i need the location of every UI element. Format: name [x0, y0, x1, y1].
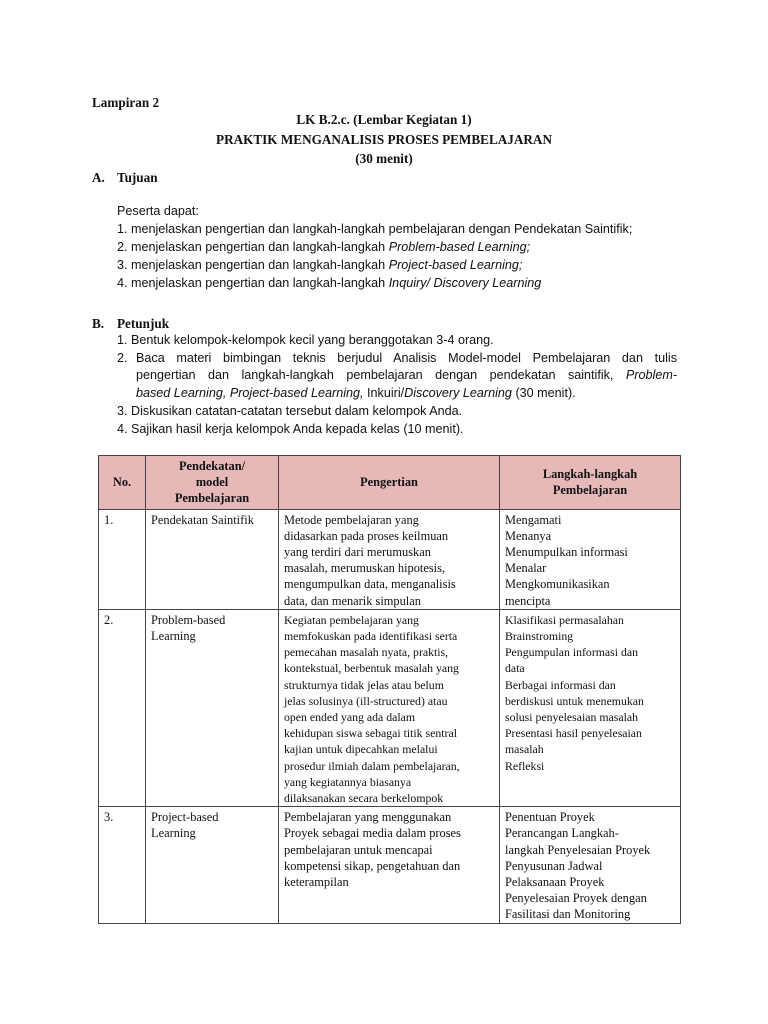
instruction-text: Bentuk kelompok-kelompok kecil yang beranggotakan 3-4 orang. — [131, 333, 494, 347]
cell-pengertian — [279, 609, 500, 806]
cell-line: Proyek sebagai media dalam proses — [284, 826, 461, 841]
table-header-row — [99, 456, 681, 510]
cell-line: Klasifikasi permasalahan — [505, 612, 624, 627]
cell-line: jelas solusinya (ill-structured) atau — [284, 693, 448, 708]
col-header-model-line: Pembelajaran — [174, 491, 250, 506]
cell-line: prosedur ilmiah dalam pembelajaran, — [284, 758, 460, 773]
objective-text: menjelaskan pengertian dan langkah-langkah — [131, 258, 386, 272]
cell-line: Pelaksanaan Proyek — [505, 875, 605, 890]
cell-line: Learning — [151, 629, 196, 644]
objective-num: 2. — [117, 240, 128, 254]
objective-item — [117, 239, 530, 256]
col-header-model — [146, 456, 279, 510]
objective-num: 3. — [117, 258, 128, 272]
cell-langkah — [500, 509, 681, 609]
objective-item — [117, 221, 632, 238]
cell-line: strukturnya tidak jelas atau belum — [284, 677, 444, 692]
cell-line: Metode pembelajaran yang — [284, 512, 419, 527]
section-a-letter: A. — [92, 170, 105, 185]
col-header-model-line: model — [195, 475, 229, 490]
cell-line: Mengkomunikasikan — [505, 577, 610, 592]
cell-line: mencipta — [505, 593, 551, 608]
cell-line: Menumpulkan informasi — [505, 545, 628, 560]
cell-line: Menalar — [505, 561, 547, 576]
document-title: PRAKTIK MENGANALISIS PROSES PEMBELAJARAN — [216, 132, 552, 147]
section-a-heading: Tujuan — [117, 170, 158, 185]
objective-text: menjelaskan pengertian dan langkah-langkah — [131, 276, 386, 290]
instruction-text: pengertian dan langkah-langkah pembelajaran dengan pendekatan saintifik, — [136, 368, 614, 382]
section-a-intro: Peserta dapat: — [117, 204, 199, 218]
cell-line: data, dan menarik simpulan — [284, 593, 421, 608]
cell-line: Penentuan Proyek — [505, 810, 595, 825]
cell-line: Pengumpulan informasi dan — [505, 645, 639, 660]
cell-line: pembelajaran untuk mencapai — [284, 842, 433, 857]
instruction-num: 3. — [117, 404, 128, 418]
objective-item — [117, 275, 541, 292]
instruction-text: Inkuiri/ — [367, 386, 405, 400]
cell-line: Pendekatan Saintifik — [151, 512, 254, 527]
cell-model — [146, 807, 279, 924]
cell-line: open ended yang ada dalam — [284, 710, 416, 725]
cell-line: masalah — [505, 742, 544, 757]
cell-line: dilaksanakan secara berkelompok — [284, 791, 444, 806]
instruction-item — [117, 421, 464, 438]
cell-line: Menanya — [505, 528, 552, 543]
cell-line: Brainstroming — [505, 629, 574, 644]
objective-text: menjelaskan pengertian dan langkah-langkah — [131, 240, 386, 254]
instruction-text-line — [136, 367, 677, 384]
cell-line: Refleksi — [505, 758, 545, 773]
cell-line: kajian untuk dipecahkan melalui — [284, 742, 438, 757]
cell-line: Problem-based — [151, 612, 226, 627]
objective-emphasis: Project-based Learning; — [388, 258, 523, 272]
col-header-no: No. — [99, 456, 146, 510]
table-row — [99, 807, 681, 924]
section-b-heading: Petunjuk — [117, 316, 170, 331]
instruction-item — [117, 403, 462, 420]
cell-line: solusi penyelesaian masalah — [505, 710, 639, 725]
cell-pengertian — [279, 807, 500, 924]
col-header-pengertian: Pengertian — [279, 456, 500, 510]
cell-line: Fasilitasi dan Monitoring — [505, 907, 631, 922]
document-code: LK B.2.c. (Lembar Kegiatan 1) — [296, 112, 472, 127]
cell-line: data — [505, 661, 525, 676]
instruction-emphasis: Problem- — [625, 368, 678, 382]
cell-pengertian — [279, 509, 500, 609]
cell-langkah — [500, 807, 681, 924]
cell-line: berdiskusi untuk menemukan — [505, 693, 644, 708]
cell-model — [146, 609, 279, 806]
cell-line: didasarkan pada proses keilmuan — [284, 528, 449, 543]
table-row — [99, 609, 681, 806]
cell-line: Mengamati — [505, 512, 562, 527]
instruction-text: Diskusikan catatan-catatan tersebut dalam kelompok Anda. — [131, 404, 463, 418]
document-duration: (30 menit) — [355, 151, 413, 166]
instruction-item — [117, 332, 494, 349]
instruction-emphasis: Discovery Learning — [404, 386, 512, 400]
cell-no: 2. — [99, 609, 146, 806]
objective-num: 4. — [117, 276, 128, 290]
cell-line: Project-based — [151, 810, 219, 825]
cell-line: Pembelajaran yang menggunakan — [284, 810, 452, 825]
cell-line: masalah, merumuskan hipotesis, — [284, 561, 446, 576]
cell-line: Learning — [151, 826, 196, 841]
table-row — [99, 509, 681, 609]
col-header-langkah — [500, 456, 681, 510]
cell-line: langkah Penyelesaian Proyek — [505, 842, 651, 857]
cell-line: keterampilan — [284, 875, 349, 890]
objective-emphasis: Problem-based Learning; — [388, 240, 531, 254]
cell-no: 3. — [99, 807, 146, 924]
instruction-text: (30 menit). — [515, 386, 576, 400]
instruction-emphasis: based Learning, Project-based Learning, — [136, 386, 364, 400]
objective-emphasis: Inquiry/ Discovery Learning — [388, 276, 542, 290]
cell-line: Kegiatan pembelajaran yang — [284, 612, 419, 627]
instruction-text: Baca materi bimbingan teknis berjudul Analisis Model-model Pembelajaran dan tulis — [136, 351, 677, 365]
section-b-letter: B. — [92, 316, 105, 331]
cell-line: pemecahan masalah nyata, praktis, — [284, 645, 449, 660]
cell-model — [146, 509, 279, 609]
cell-line: kompetensi sikap, pengetahuan dan — [284, 858, 461, 873]
cell-no: 1. — [99, 509, 146, 609]
col-header-langkah-line: Pembelajaran — [552, 483, 628, 498]
lampiran-label: Lampiran 2 — [92, 95, 160, 110]
cell-langkah — [500, 609, 681, 806]
cell-line: yang terdiri dari merumuskan — [284, 545, 431, 560]
cell-line: mengumpulkan data, menganalisis — [284, 577, 456, 592]
cell-line: yang kegiatannya biasanya — [284, 774, 412, 789]
col-header-model-line: Pendekatan/ — [178, 459, 246, 473]
cell-line: Penyusunan Jadwal — [505, 858, 603, 873]
instruction-num: 2. — [117, 351, 128, 365]
instruction-num: 4. — [117, 422, 128, 436]
instruction-text-line — [136, 385, 576, 402]
objective-num: 1. — [117, 222, 128, 236]
cell-line: Presentasi hasil penyelesaian — [505, 726, 642, 741]
cell-line: Penyelesaian Proyek dengan — [505, 891, 647, 906]
objective-text: menjelaskan pengertian dan langkah-langkah pembelajaran dengan Pendekatan Saintifik; — [131, 222, 633, 236]
objective-item — [117, 257, 522, 274]
cell-line: Perancangan Langkah- — [505, 826, 619, 841]
cell-line: kontekstual, berbentuk masalah yang — [284, 661, 459, 676]
cell-line: memfokuskan pada identifikasi serta — [284, 629, 458, 644]
col-header-langkah-line: Langkah-langkah — [542, 467, 638, 482]
learning-models-table — [98, 455, 681, 924]
instruction-text: Sajikan hasil kerja kelompok Anda kepada kelas (10 menit). — [131, 422, 464, 436]
cell-line: Berbagai informasi dan — [505, 677, 616, 692]
cell-line: kehidupan siswa sebagai titik sentral — [284, 726, 457, 741]
instruction-num: 1. — [117, 333, 128, 347]
